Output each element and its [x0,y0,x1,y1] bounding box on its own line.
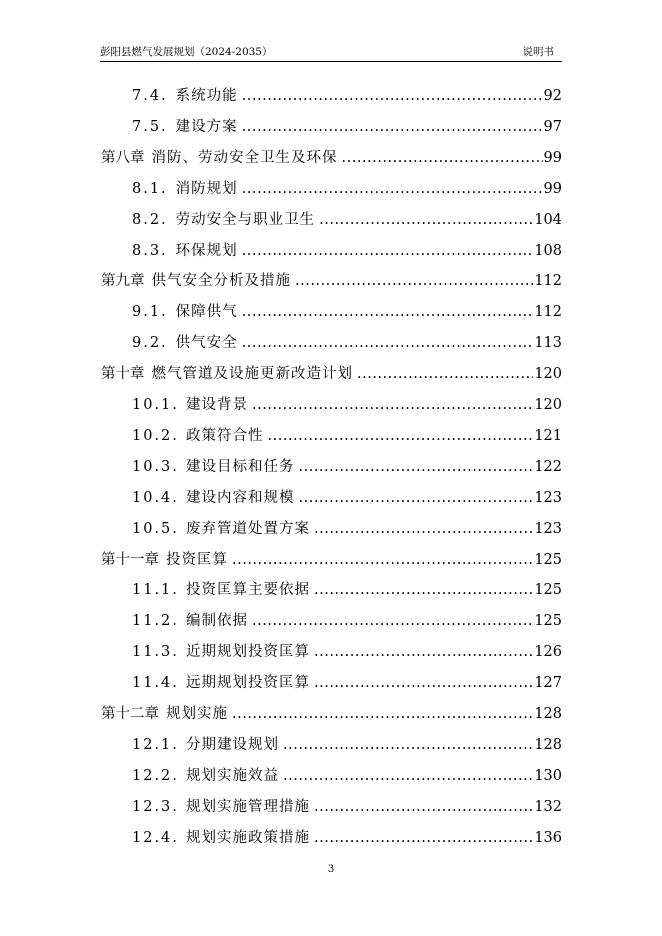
toc-entry-number: 9.1. [132,304,168,321]
toc-section-entry[interactable] [132,638,562,662]
toc-entry-page: 122 [534,458,562,475]
toc-entry-page: 128 [534,706,562,722]
header-divider [100,61,562,62]
toc-entry-page: 128 [534,736,562,753]
toc-entry-number: 12.4. [132,829,179,846]
toc-entry-page: 113 [534,335,562,352]
toc-entry-title: 规划实施管理措施 [186,798,310,815]
toc-section-entry[interactable] [132,453,562,477]
dot-leader [299,488,534,508]
toc-entry-title: 消防规划 [175,180,238,197]
toc-entry-page: 136 [534,829,562,846]
toc-section-entry[interactable] [132,422,562,446]
toc-entry-number: 8.2. [132,211,168,228]
toc-entry-page: 92 [543,88,562,104]
toc-entry-number: 10.4. [132,489,179,506]
toc-entry-title: 远期规划投资匡算 [186,675,310,692]
toc-chapter-entry[interactable] [101,700,562,724]
toc-entry-title: 近期规划投资匡算 [186,644,310,661]
toc-entry-number: 第十二章 [101,706,159,722]
toc-entry-number: 10.2. [132,427,179,444]
toc-entry-title: 规划实施 [166,706,228,722]
toc-entry-title: 政策符合性 [186,427,264,444]
toc-section-entry[interactable] [132,484,562,508]
toc-entry-title: 建设方案 [175,118,238,135]
dot-leader [242,86,543,106]
toc-entry-page: 108 [534,242,562,259]
dot-leader [314,642,533,662]
toc-entry-number: 10.5. [132,520,179,537]
toc-section-entry[interactable] [132,298,562,322]
page-number: 3 [327,864,335,875]
dot-leader [314,673,533,693]
toc-entry-number: 12.1. [132,736,179,753]
toc-chapter-entry[interactable] [101,360,562,384]
toc-entry-title: 建设背景 [186,397,248,413]
toc-entry-number: 第八章 [101,149,145,166]
toc-entry-number: 12.2. [132,767,179,784]
toc-section-entry[interactable] [132,762,562,786]
toc-entry-title: 规划实施政策措施 [186,829,310,846]
toc-entry-title: 供气安全 [175,335,238,352]
toc-entry-number: 7.4. [132,88,168,104]
toc-chapter-entry[interactable] [101,546,562,570]
dot-leader [319,210,533,230]
document-title: 彭阳县燃气发展规划（2024-2035） [100,46,273,58]
toc-entry-title: 废弃管道处置方案 [186,520,310,537]
toc-entry-page: 104 [534,211,562,228]
toc-entry-number: 第九章 [101,273,145,290]
toc-entry-page: 127 [534,675,562,692]
toc-entry-title: 劳动安全与职业卫生 [175,211,316,228]
toc-entry-title: 建设内容和规模 [186,489,295,506]
toc-entry-title: 编制依据 [186,613,248,630]
toc-entry-title: 供气安全分析及措施 [151,273,291,290]
dot-leader [314,580,533,600]
toc-chapter-entry[interactable] [101,144,562,168]
toc-entry-title: 建设目标和任务 [186,458,295,475]
toc-entry-page: 112 [534,273,562,290]
toc-section-entry[interactable] [132,824,562,848]
dot-leader [314,797,533,817]
dot-leader [252,395,533,415]
dot-leader [242,179,543,199]
toc-entry-title: 燃气管道及设施更新改造计划 [151,366,353,383]
toc-section-entry[interactable] [132,793,562,817]
toc-entry-title: 投资匡算主要依据 [186,582,310,599]
toc-section-entry[interactable] [132,731,562,755]
toc-entry-page: 120 [534,366,562,383]
toc-entry-title: 规划实施效益 [186,767,279,784]
toc-entry-number: 11.2. [132,613,179,630]
dot-leader [283,735,533,755]
toc-section-entry[interactable] [132,237,562,261]
toc-section-entry[interactable] [132,206,562,230]
toc-entry-page: 112 [534,304,562,321]
toc-entry-number: 8.3. [132,242,168,259]
dot-leader [242,117,543,137]
toc-entry-page: 125 [534,613,562,630]
toc-entry-page: 99 [543,149,562,166]
toc-entry-page: 97 [543,118,562,135]
toc-entry-number: 11.4. [132,675,179,692]
toc-entry-page: 99 [543,180,562,197]
dot-leader [299,457,534,477]
toc-section-entry[interactable] [132,576,562,600]
toc-section-entry[interactable] [132,391,562,415]
toc-entry-page: 125 [534,582,562,599]
toc-entry-title: 环保规划 [175,242,238,259]
dot-leader [342,148,543,168]
toc-section-entry[interactable] [132,113,562,137]
toc-entry-page: 123 [534,489,562,506]
toc-entry-title: 投资匡算 [166,551,228,568]
dot-leader [252,611,533,631]
toc-section-entry[interactable] [132,669,562,693]
toc-entry-number: 11.1. [132,582,179,599]
dot-leader [242,333,534,353]
toc-entry-page: 121 [534,427,562,444]
toc-entry-number: 8.1. [132,180,168,197]
toc-entry-page: 125 [534,551,562,568]
dot-leader [242,302,534,322]
toc-section-entry[interactable] [132,82,562,106]
running-header [100,44,562,60]
toc-entry-number: 10.3. [132,458,179,475]
toc-entry-number: 10.1. [132,397,179,413]
dot-leader [232,550,533,570]
dot-leader [314,519,533,539]
dot-leader [283,766,533,786]
dot-leader [295,271,533,291]
dot-leader [242,241,534,261]
toc-entry-page: 123 [534,520,562,537]
toc-entry-page: 130 [534,767,562,784]
toc-entry-title: 消防、劳动安全卫生及环保 [151,149,338,166]
toc-entry-title: 系统功能 [175,88,238,104]
dot-leader [357,364,533,384]
toc-entry-page: 126 [534,644,562,661]
toc-entry-number: 7.5. [132,118,168,135]
toc-chapter-entry[interactable] [101,267,562,291]
toc-section-entry[interactable] [132,515,562,539]
toc-entry-page: 120 [534,397,562,413]
toc-entry-number: 第十一章 [101,551,159,568]
dot-leader [232,704,533,724]
dot-leader [314,828,533,848]
toc-entry-number: 12.3. [132,798,179,815]
document-type: 说明书 [522,46,554,58]
toc-entry-number: 9.2. [132,335,168,352]
toc-entry-number: 11.3. [132,644,179,661]
dot-leader [268,426,534,446]
toc-entry-title: 分期建设规划 [186,736,279,753]
toc-entry-page: 132 [534,798,562,815]
toc-entry-title: 保障供气 [175,304,238,321]
toc-section-entry[interactable] [132,329,562,353]
toc-section-entry[interactable] [132,607,562,631]
toc-section-entry[interactable] [132,175,562,199]
toc-entry-number: 第十章 [101,366,145,383]
